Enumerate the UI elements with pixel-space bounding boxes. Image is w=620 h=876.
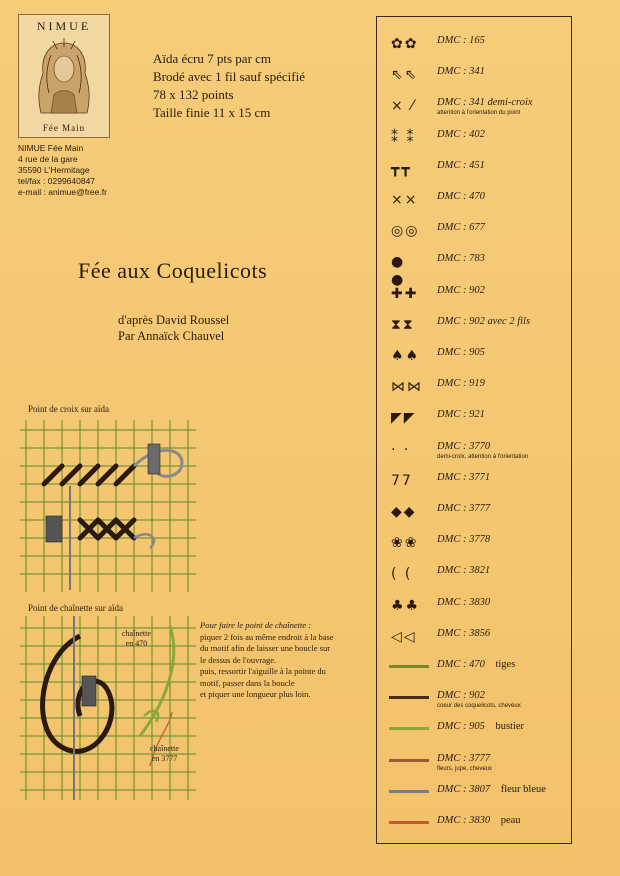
- dmc-code: [437, 285, 485, 296]
- stitch-symbol-icon: ◤◤: [391, 410, 417, 427]
- dmc-number: DMC : 3830: [437, 815, 491, 826]
- legend-row: [377, 651, 573, 682]
- dmc-extra: fleur bleue: [500, 783, 546, 795]
- dmc-number: DMC : 919: [437, 378, 485, 390]
- chain-label-line: en 470: [125, 639, 148, 648]
- legend-row: [377, 776, 573, 807]
- dmc-code: [437, 316, 530, 327]
- instruction-line: le dessus de l'ouvrage.: [200, 654, 277, 665]
- dmc-code: [437, 347, 485, 358]
- dmc-code: [437, 659, 515, 670]
- legend-row: [377, 121, 573, 152]
- address-line: tel/fax : 0299640847: [18, 176, 96, 186]
- credits: [118, 312, 229, 344]
- legend-row: [377, 620, 573, 651]
- dmc-note: demi-croix, attention à l'orientation: [437, 453, 529, 460]
- chain-label-line: en 3777: [151, 754, 178, 763]
- dmc-code: [437, 191, 485, 202]
- stitch-symbol-icon: ◁◁: [391, 628, 417, 645]
- stitch-symbol-icon: ❀❀: [391, 535, 419, 552]
- dmc-extra: demi-croix: [487, 97, 533, 109]
- pattern-title: Fée aux Coquelicots: [78, 258, 268, 283]
- legend-row: [377, 89, 573, 120]
- legend-row: [377, 433, 573, 464]
- instruction-line: piquer 2 fois au même endroit à la base: [200, 631, 334, 642]
- dmc-code: [437, 753, 490, 764]
- dmc-code: [437, 597, 490, 608]
- address-line: 4 rue de la gare: [18, 154, 78, 164]
- thread-line-swatch: [389, 821, 429, 824]
- dmc-code: [437, 784, 546, 795]
- instruction-line: motif, passer dans la boucle: [200, 677, 295, 688]
- pattern-specs: [153, 50, 305, 122]
- spec-line: Aïda écru 7 pts par cm: [153, 51, 272, 66]
- legend-row: [377, 308, 573, 339]
- instruction-line: et piquer une longueur plus loin.: [200, 689, 311, 699]
- stitch-symbol-icon: ◎◎: [391, 223, 420, 240]
- chain-label-3777: [150, 744, 179, 764]
- stitch-symbol-icon: ♠♠: [391, 348, 421, 364]
- legend-row: [377, 807, 573, 838]
- legend-row: [377, 589, 573, 620]
- stitch-symbol-icon: ✿✿: [391, 36, 419, 52]
- dmc-number: DMC : 3777: [437, 752, 491, 764]
- fairy-portrait-icon: [29, 35, 99, 117]
- chain-stitch-caption: Point de chaînette sur aïda: [28, 603, 123, 613]
- dmc-extra: tiges: [495, 659, 516, 670]
- legend-row: [377, 682, 573, 713]
- legend-row: [377, 152, 573, 183]
- legend-row: [377, 183, 573, 214]
- dmc-code: [437, 721, 524, 732]
- dmc-number: DMC : 3777: [437, 503, 491, 514]
- stitch-symbol-icon: ✚✚: [391, 285, 419, 302]
- dmc-note: attention à l'orientation du point: [437, 110, 521, 117]
- legend-row: [377, 339, 573, 370]
- dmc-code: [437, 815, 521, 826]
- stitch-symbol-icon: ♣♣: [391, 597, 421, 614]
- thread-line-swatch: [389, 665, 429, 668]
- dmc-number: DMC : 3770: [437, 440, 491, 452]
- stitch-symbol-icon: · ·: [391, 441, 411, 458]
- dmc-code: [437, 534, 490, 545]
- dmc-code: [437, 160, 485, 171]
- dmc-note: fleurs, jupe, cheveux: [437, 765, 493, 772]
- dmc-code: [437, 472, 490, 483]
- dmc-code: [437, 222, 485, 233]
- dmc-number: DMC : 783: [437, 253, 485, 265]
- dmc-number: DMC : 470: [437, 191, 485, 202]
- brand-name: NIMUE: [36, 19, 92, 33]
- dmc-number: DMC : 3856: [437, 627, 491, 639]
- dmc-code: [437, 66, 485, 77]
- dmc-number: DMC : 3807: [437, 783, 491, 795]
- cross-stitch-diagram: [20, 420, 196, 592]
- legend-row: [377, 526, 573, 557]
- thread-line-swatch: [389, 727, 429, 730]
- legend-row: [377, 713, 573, 744]
- dmc-code: [437, 503, 490, 514]
- stitch-symbol-icon: ⋈⋈: [391, 379, 423, 396]
- cross-stitch-caption: Point de croix sur aïda: [28, 404, 109, 414]
- instructions-heading: Pour faire le point de chaînette :: [200, 620, 312, 630]
- dmc-number: DMC : 341: [437, 97, 485, 109]
- dmc-code: [437, 253, 485, 264]
- legend-row: [377, 745, 573, 776]
- stitch-symbol-icon: ××: [391, 192, 419, 208]
- legend-row: [377, 277, 573, 308]
- dmc-number: DMC : 677: [437, 222, 485, 234]
- dmc-number: DMC : 902: [437, 284, 485, 296]
- legend-row: [377, 214, 573, 245]
- dmc-number: DMC : 3778: [437, 534, 491, 546]
- address-block: [18, 143, 107, 198]
- chain-stitch-diagram: [20, 616, 196, 800]
- spec-line: Taille finie 11 x 15 cm: [153, 105, 271, 120]
- thread-line-swatch: [389, 759, 429, 762]
- dmc-extra: avec 2 fils: [487, 315, 531, 327]
- instruction-line: du motif afin de laisser une boucle sur: [200, 643, 331, 653]
- dmc-number: DMC : 165: [437, 35, 485, 46]
- legend-row: [377, 58, 573, 89]
- dmc-number: DMC : 921: [437, 409, 485, 421]
- stitch-symbol-icon: ( (: [391, 566, 413, 583]
- address-line: NIMUE Fée Main: [18, 143, 84, 153]
- dmc-number: DMC : 3771: [437, 471, 491, 483]
- chain-label-470: [122, 629, 151, 649]
- dmc-extra: bustier: [495, 721, 525, 733]
- dmc-number: DMC : 905: [437, 347, 485, 358]
- legend-row: [377, 370, 573, 401]
- stitch-symbol-icon: ⁑ ⁑: [391, 129, 416, 146]
- dmc-code: [437, 409, 485, 420]
- credit-line: d'après David Roussel: [118, 313, 230, 327]
- legend-row: [377, 27, 573, 58]
- dmc-code: [437, 378, 485, 389]
- dmc-code: [437, 565, 490, 576]
- chain-label-line: chaînette: [150, 744, 179, 753]
- dmc-number: DMC : 3830: [437, 596, 491, 608]
- brand-logo: [18, 14, 110, 138]
- dmc-number: DMC : 905: [437, 721, 485, 733]
- dmc-code: [437, 441, 490, 452]
- legend-row: [377, 495, 573, 526]
- thread-line-swatch: [389, 696, 429, 699]
- spec-line: 78 x 132 points: [153, 87, 234, 102]
- dmc-code: [437, 129, 485, 140]
- legend-row: [377, 245, 573, 289]
- thread-line-swatch: [389, 790, 429, 793]
- dmc-number: DMC : 902: [437, 315, 485, 327]
- dmc-code: [437, 690, 485, 701]
- dmc-extra: peau: [500, 815, 521, 826]
- stitch-symbol-icon: ⧗⧗: [391, 316, 415, 333]
- dmc-number: DMC : 451: [437, 159, 485, 171]
- stitch-symbol-icon: ┳┳: [391, 160, 412, 177]
- dmc-code: [437, 35, 485, 46]
- brand-subtitle: Fée Main: [42, 123, 86, 133]
- spec-line: Brodé avec 1 fil sauf spécifié: [153, 69, 305, 84]
- dmc-number: DMC : 3821: [437, 565, 491, 577]
- legend-row: [377, 557, 573, 588]
- stitch-symbol-icon: × ⁄: [391, 98, 416, 115]
- legend-row: [377, 464, 573, 495]
- dmc-number: DMC : 402: [437, 128, 485, 140]
- instruction-line: puis, ressortir l'aiguille à la pointe du: [200, 666, 326, 676]
- dmc-number: DMC : 470: [437, 659, 485, 670]
- address-line: 35590 L'Hermitage: [18, 165, 90, 175]
- thread-legend: [376, 16, 572, 844]
- chain-stitch-instructions: [200, 620, 368, 701]
- address-line: e-mail : animue@free.fr: [18, 187, 107, 197]
- credit-line: Par Annaïck Chauvel: [118, 329, 225, 343]
- dmc-code: [437, 97, 533, 108]
- stitch-symbol-icon: ● ●: [391, 254, 406, 289]
- dmc-note: coeur des coquelicots, cheveux: [437, 703, 521, 710]
- legend-row: [377, 401, 573, 432]
- stitch-symbol-icon: ◆◆: [391, 504, 417, 520]
- chain-label-line: chaînette: [122, 629, 151, 638]
- stitch-symbol-icon: ⇖⇖: [391, 67, 419, 84]
- stitch-symbol-icon: 77: [391, 472, 413, 489]
- dmc-code: [437, 628, 490, 639]
- dmc-number: DMC : 341: [437, 66, 485, 78]
- dmc-number: DMC : 902: [437, 690, 485, 702]
